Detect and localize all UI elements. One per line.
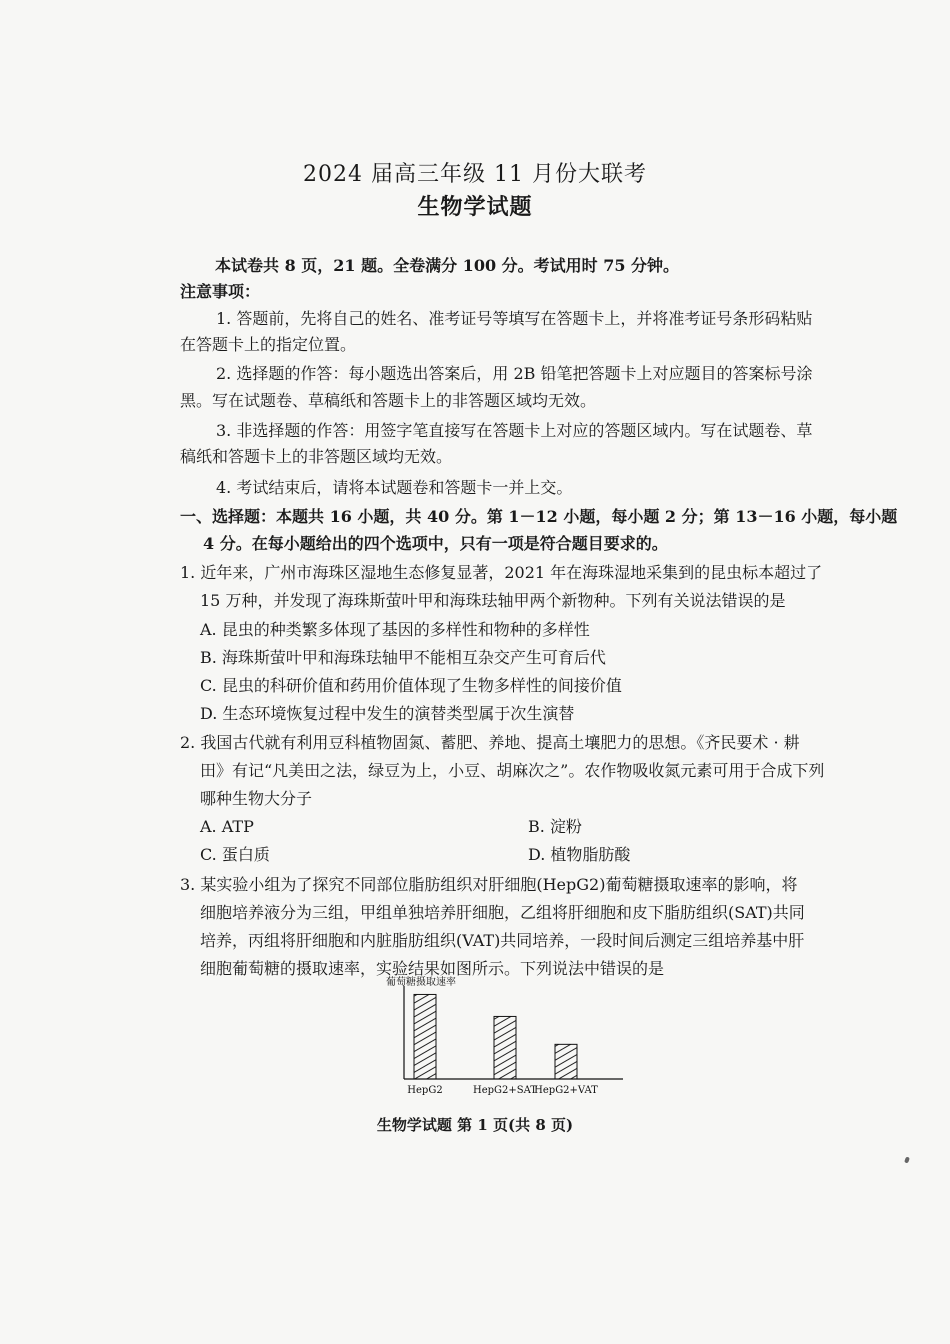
q1-option-d: D. 生态环境恢复过程中发生的演替类型属于次生演替 — [200, 704, 575, 723]
q1-option-a: A. 昆虫的种类繁多体现了基因的多样性和物种的多样性 — [200, 620, 590, 639]
q3-stem-1: 3. 某实验小组为了探究不同部位脂肪组织对肝细胞(HepG2)葡萄糖摄取速率的影响，将 — [180, 875, 798, 894]
q2-stem-2: 田》有记“凡美田之法，绿豆为上，小豆、胡麻次之”。农作物吸收氮元素可用于合成下列 — [200, 761, 825, 780]
q3-stem-4: 细胞葡萄糖的摄取速率，实验结果如图所示。下列说法中错误的是 — [200, 959, 665, 978]
q1-stem-2: 15 万种，并发现了海珠斯萤叶甲和海珠珐轴甲两个新物种。下列有关说法错误的是 — [200, 591, 786, 610]
chart-x-tick-label: HepG2 — [407, 1085, 443, 1096]
exam-subject: 生物学试题 — [417, 194, 533, 220]
q2-option-b: B. 淀粉 — [528, 817, 582, 836]
notice-item-1b: 在答题卡上的指定位置。 — [180, 335, 357, 354]
notice-item-2b: 黑。写在试题卷、草稿纸和答题卡上的非答题区域均无效。 — [180, 391, 597, 410]
notice-item-2a: 2. 选择题的作答：每小题选出答案后，用 2B 铅笔把答题卡上对应题目的答案标号涂 — [216, 364, 813, 383]
section-heading-2: 4 分。在每小题给出的四个选项中，只有一项是符合题目要求的。 — [203, 534, 668, 553]
q2-stem-3: 哪种生物大分子 — [200, 789, 313, 808]
notice-item-4: 4. 考试结束后，请将本试题卷和答题卡一并上交。 — [216, 478, 573, 497]
chart-x-tick-label: HepG2+SAT — [473, 1085, 537, 1096]
exam-intro: 本试卷共 8 页，21 题。全卷满分 100 分。考试用时 75 分钟。 — [215, 256, 680, 275]
q2-option-a: A. ATP — [200, 817, 254, 836]
glucose-uptake-bar-chart — [383, 976, 633, 1096]
q3-stem-3: 培养，丙组将肝细胞和内脏脂肪组织(VAT)共同培养，一段时间后测定三组培养基中肝 — [200, 931, 805, 950]
chart-bar-hepg2 — [414, 994, 436, 1079]
q2-option-d: D. 植物脂肪酸 — [528, 845, 631, 864]
notice-item-3a: 3. 非选择题的作答：用签字笔直接写在答题卡上对应的答题区域内。写在试题卷、草 — [216, 421, 813, 440]
chart-bar-hepg2-vat — [555, 1044, 577, 1079]
q2-stem-1: 2. 我国古代就有利用豆科植物固氮、蓄肥、养地、提高土壤肥力的思想。《齐民要术 · 耕 — [180, 733, 800, 752]
q3-stem-2: 细胞培养液分为三组，甲组单独培养肝细胞，乙组将肝细胞和皮下脂肪组织(SAT)共同 — [200, 903, 805, 922]
notice-item-1a: 1. 答题前，先将自己的姓名、准考证号等填写在答题卡上，并将准考证号条形码粘贴 — [216, 309, 813, 328]
notice-heading: 注意事项： — [180, 282, 261, 301]
scan-speck — [904, 1156, 910, 1163]
q1-stem-1: 1. 近年来，广州市海珠区湿地生态修复显著，2021 年在海珠湿地采集到的昆虫标本超过了 — [180, 563, 823, 582]
notice-item-3b: 稿纸和答题卡上的非答题区域均无效。 — [180, 447, 453, 466]
q2-option-c: C. 蛋白质 — [200, 845, 270, 864]
chart-y-axis-label: 葡萄糖摄取速率 — [386, 977, 456, 988]
q1-option-c: C. 昆虫的科研价值和药用价值体现了生物多样性的间接价值 — [200, 676, 622, 695]
chart-x-tick-label: HepG2+VAT — [534, 1085, 598, 1096]
chart-bar-hepg2-sat — [494, 1016, 516, 1079]
q1-option-b: B. 海珠斯萤叶甲和海珠珐轴甲不能相互杂交产生可育后代 — [200, 648, 606, 667]
page-footer: 生物学试题 第 1 页(共 8 页) — [376, 1116, 574, 1134]
section-heading-1: 一、选择题：本题共 16 小题，共 40 分。第 1－12 小题，每小题 2 分；第 13－16 小题，每小题 — [180, 507, 898, 526]
exam-title: 2024 届高三年级 11 月份大联考 — [303, 162, 647, 187]
